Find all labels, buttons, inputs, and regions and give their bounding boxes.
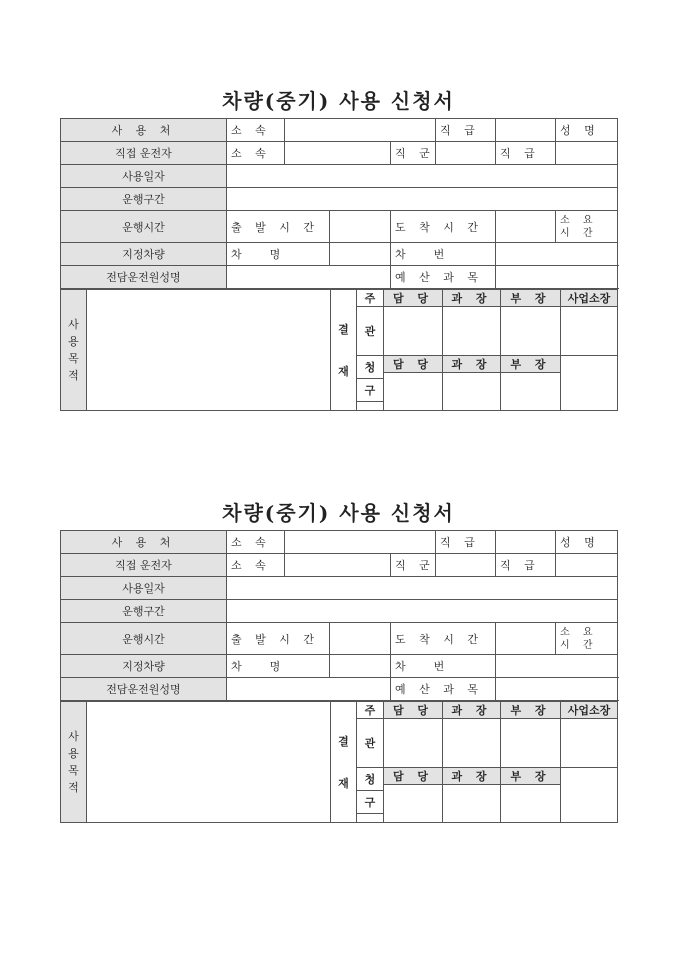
arrival-time-label: 도 착 시 간: [391, 623, 496, 655]
signature-box[interactable]: [443, 785, 501, 823]
approval-label: 결 재: [331, 702, 357, 823]
car-name-field[interactable]: [330, 655, 391, 678]
form-title: 차량(중기) 사용 신청서: [222, 501, 455, 525]
user-dept-label: 사 용 처: [61, 531, 227, 554]
arrival-time-label: 도 착 시 간: [391, 211, 496, 243]
rank-field[interactable]: [556, 142, 618, 165]
job-series-label: 직 군: [391, 142, 436, 165]
route-label: 운행구간: [61, 188, 227, 211]
operation-time-label: 운행시간: [61, 623, 227, 655]
purpose-char: 목: [68, 352, 79, 365]
purpose-label: [61, 290, 87, 411]
affiliation-label: 소 속: [227, 531, 285, 554]
name-label: 성 명: [556, 119, 618, 142]
affiliation-field[interactable]: [285, 531, 436, 554]
use-date-field[interactable]: [227, 577, 618, 600]
signature-box[interactable]: [501, 785, 561, 823]
purpose-label: [61, 702, 87, 823]
signature-box[interactable]: [501, 719, 561, 768]
vehicle-label: 지정차량: [61, 655, 227, 678]
route-label: 운행구간: [61, 600, 227, 623]
gu-spacer: [357, 402, 384, 411]
dedicated-driver-label: 전담운전원성명: [61, 678, 227, 701]
purpose-field[interactable]: [87, 702, 331, 823]
cheong-label: 청: [357, 356, 384, 379]
purpose-char: 용: [68, 335, 79, 348]
approval-header: 과 장: [443, 768, 501, 785]
job-series-field[interactable]: [436, 142, 496, 165]
dedicated-driver-label: 전담운전원성명: [61, 266, 227, 289]
signature-box[interactable]: [384, 373, 443, 411]
budget-field[interactable]: [496, 266, 618, 289]
signature-box[interactable]: [443, 719, 501, 768]
form-table: [60, 118, 618, 289]
operation-time-label: 운행시간: [61, 211, 227, 243]
rank-label: 직 급: [436, 531, 496, 554]
car-number-label: 차 번: [391, 655, 496, 678]
purpose-char: 적: [68, 781, 79, 794]
departure-time-label: 출 발 시 간: [227, 623, 330, 655]
affiliation-field[interactable]: [285, 119, 436, 142]
approval-header: 부 장: [501, 768, 561, 785]
job-series-label: 직 군: [391, 554, 436, 577]
affiliation-field[interactable]: [285, 142, 391, 165]
signature-box[interactable]: [384, 719, 443, 768]
purpose-char: 적: [68, 369, 79, 382]
signature-box[interactable]: [384, 785, 443, 823]
gu-label: 구: [357, 379, 384, 402]
affiliation-label: 소 속: [227, 142, 285, 165]
cheong-label: 청: [357, 768, 384, 791]
approval-header: 사업소장: [561, 290, 618, 307]
car-number-field[interactable]: [496, 243, 618, 266]
use-date-label: 사용일자: [61, 165, 227, 188]
approval-header: 부 장: [501, 702, 561, 719]
gwan-label: 관: [357, 719, 384, 768]
use-date-label: 사용일자: [61, 577, 227, 600]
signature-box[interactable]: [561, 307, 618, 356]
rank-field[interactable]: [496, 119, 556, 142]
approval-label: 결 재: [331, 290, 357, 411]
departure-time-field[interactable]: [330, 211, 391, 243]
signature-box[interactable]: [561, 719, 618, 768]
dedicated-driver-field[interactable]: [227, 266, 391, 289]
departure-time-label: 출 발 시 간: [227, 211, 330, 243]
driver-label: 직접 운전자: [61, 142, 227, 165]
purpose-char: 사: [68, 730, 79, 743]
signature-box[interactable]: [561, 768, 618, 823]
driver-label: 직접 운전자: [61, 554, 227, 577]
approval-header: 사업소장: [561, 702, 618, 719]
gu-label: 구: [357, 791, 384, 814]
rank-label: 직 급: [496, 554, 556, 577]
affiliation-label: 소 속: [227, 554, 285, 577]
affiliation-label: 소 속: [227, 119, 285, 142]
use-date-field[interactable]: [227, 165, 618, 188]
arrival-time-field[interactable]: [496, 211, 556, 243]
rank-label: 직 급: [496, 142, 556, 165]
car-name-field[interactable]: [330, 243, 391, 266]
gu-spacer: [357, 814, 384, 823]
signature-box[interactable]: [443, 307, 501, 356]
car-number-field[interactable]: [496, 655, 618, 678]
affiliation-field[interactable]: [285, 554, 391, 577]
approval-header: 부 장: [501, 356, 561, 373]
rank-field[interactable]: [556, 554, 618, 577]
vehicle-request-form-1: [60, 88, 617, 411]
purpose-char: 목: [68, 764, 79, 777]
dedicated-driver-field[interactable]: [227, 678, 391, 701]
job-series-field[interactable]: [436, 554, 496, 577]
ju-label: 주: [357, 702, 384, 719]
budget-label: 예 산 과 목: [391, 266, 496, 289]
car-name-label: 차 명: [227, 243, 330, 266]
signature-box[interactable]: [561, 356, 618, 411]
form-title: 차량(중기) 사용 신청서: [222, 89, 455, 113]
approval-header: 부 장: [501, 290, 561, 307]
form-table: [60, 530, 618, 701]
purpose-char: 사: [68, 318, 79, 331]
approval-header: 담 당: [384, 768, 443, 785]
departure-time-field[interactable]: [330, 623, 391, 655]
vehicle-label: 지정차량: [61, 243, 227, 266]
approval-header: 과 장: [443, 290, 501, 307]
approval-header: 담 당: [384, 290, 443, 307]
approval-header: 담 당: [384, 702, 443, 719]
route-field[interactable]: [227, 600, 618, 623]
signature-box[interactable]: [501, 307, 561, 356]
name-label: 성 명: [556, 531, 618, 554]
purpose-char: 용: [68, 747, 79, 760]
budget-label: 예 산 과 목: [391, 678, 496, 701]
approval-header: 담 당: [384, 356, 443, 373]
ju-label: 주: [357, 290, 384, 307]
signature-box[interactable]: [501, 373, 561, 411]
purpose-field[interactable]: [87, 290, 331, 411]
rank-label: 직 급: [436, 119, 496, 142]
purpose-approval-table: [60, 701, 618, 823]
budget-field[interactable]: [496, 678, 618, 701]
user-dept-label: 사 용 처: [61, 119, 227, 142]
required-time-label: 소 요 시 간: [556, 211, 618, 243]
car-number-label: 차 번: [391, 243, 496, 266]
approval-header: 과 장: [443, 356, 501, 373]
purpose-approval-table: [60, 289, 618, 411]
route-field[interactable]: [227, 188, 618, 211]
signature-box[interactable]: [443, 373, 501, 411]
gwan-label: 관: [357, 307, 384, 356]
approval-header: 과 장: [443, 702, 501, 719]
signature-box[interactable]: [384, 307, 443, 356]
required-time-label: 소 요 시 간: [556, 623, 618, 655]
arrival-time-field[interactable]: [496, 623, 556, 655]
vehicle-request-form-2: [60, 500, 617, 823]
rank-field[interactable]: [496, 531, 556, 554]
car-name-label: 차 명: [227, 655, 330, 678]
